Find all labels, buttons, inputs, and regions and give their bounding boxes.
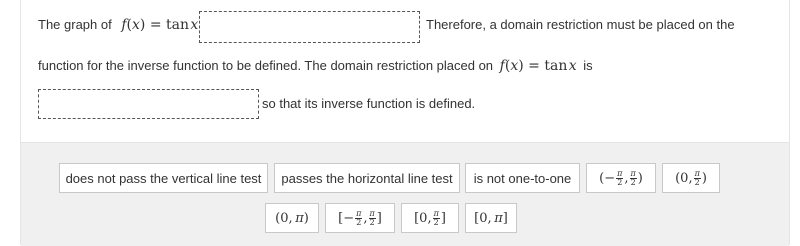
question-line-1 xyxy=(38,17,198,33)
line1-suffix-text: Therefore, a domain restriction must be placed on the xyxy=(426,17,735,32)
line3-suffix-text: so that its inverse function is defined. xyxy=(262,96,476,111)
answer-tile-vertical-line-test[interactable]: does not pass the vertical line test xyxy=(59,163,268,193)
answer-tile-open-zero-pi[interactable]: ( 0 , π ) xyxy=(265,203,319,233)
answer-dropzone-2[interactable] xyxy=(38,89,259,119)
line1-prefix-text: The graph of xyxy=(38,17,112,32)
answer-tile-not-one-to-one[interactable]: is not one-to-one xyxy=(465,163,580,193)
answer-tile-closed-zero-pi-half[interactable]: [ 0 , $\frac{\pi}{2}$ ] xyxy=(401,203,459,233)
answer-tile-open-neg-pi-half-pi-half[interactable]: ( − $\frac{\pi}{2}$ , $\frac{\pi}{2}$ ) xyxy=(586,163,656,193)
answer-tile-closed-zero-pi[interactable]: [ 0 , π ] xyxy=(465,203,517,233)
answer-tile-closed-neg-pi-half-pi-half[interactable]: [ − $\frac{\pi}{2}$ , $\frac{\pi}{2}$ ] xyxy=(325,203,395,233)
answer-tile-open-zero-pi-half[interactable]: ( 0 , $\frac{\pi}{2}$ ) xyxy=(662,163,720,193)
answer-tile-horizontal-line-test[interactable]: passes the horizontal line test xyxy=(274,163,460,193)
line2-suffix-text: is xyxy=(583,58,593,73)
function-expression: f(x) = tan x xyxy=(121,17,199,33)
answer-dropzone-1[interactable] xyxy=(199,11,420,43)
line2-prefix-text: function for the inverse function to be defined. The domain restriction placed on xyxy=(38,58,494,73)
function-expression-2: f(x) = tan x xyxy=(499,58,577,74)
question-line-2 xyxy=(38,58,593,74)
